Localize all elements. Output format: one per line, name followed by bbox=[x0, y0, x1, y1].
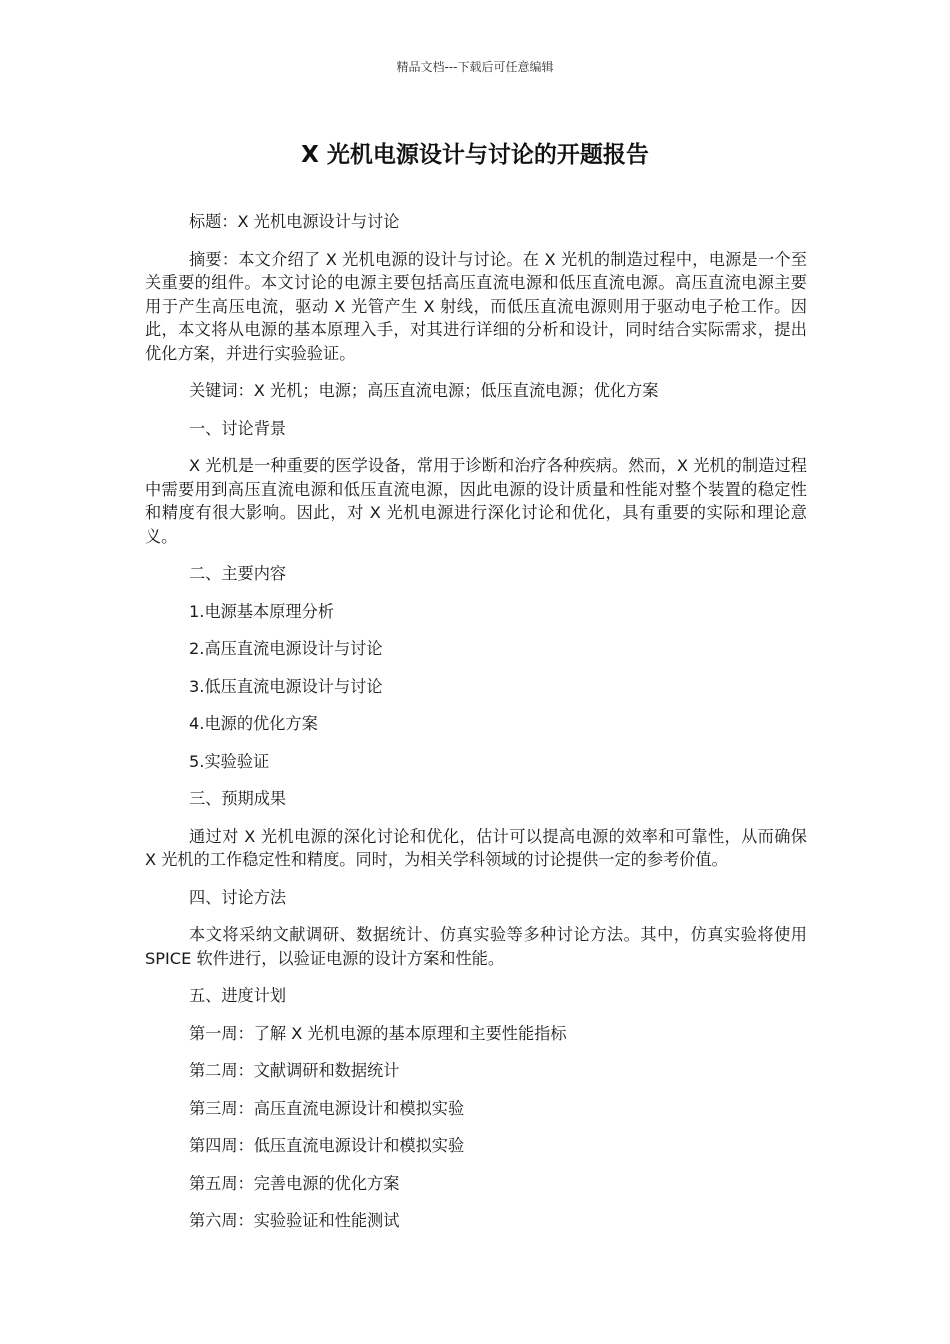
schedule-item: 第五周：完善电源的优化方案 bbox=[189, 1173, 400, 1193]
section-heading-background: 一、讨论背景 bbox=[189, 418, 287, 438]
document-body bbox=[145, 210, 807, 1247]
content-item: 3.低压直流电源设计与讨论 bbox=[189, 676, 383, 696]
header-note: 精品文档---下载后可任意编辑 bbox=[396, 60, 554, 74]
schedule-item: 第六周：实验验证和性能测试 bbox=[189, 1211, 400, 1230]
content-item: 1.电源基本原理分析 bbox=[189, 601, 334, 621]
subject-line: 标题：X 光机电源设计与讨论 bbox=[189, 212, 400, 231]
content-item: 5.实验验证 bbox=[189, 751, 270, 771]
section-heading-methods: 四、讨论方法 bbox=[189, 887, 287, 907]
section-heading-main-content: 二、主要内容 bbox=[189, 564, 287, 583]
keywords-line: 关键词：X 光机；电源；高压直流电源；低压直流电源；优化方案 bbox=[189, 381, 659, 400]
schedule-item: 第三周：高压直流电源设计和模拟实验 bbox=[189, 1098, 465, 1118]
schedule-item: 第二周：文献调研和数据统计 bbox=[189, 1061, 400, 1080]
section-heading-schedule: 五、进度计划 bbox=[189, 986, 287, 1005]
content-item: 2.高压直流电源设计与讨论 bbox=[189, 639, 383, 658]
abstract-paragraph: 摘要：本文介绍了 X 光机电源的设计与讨论。在 X 光机的制造过程中，电源是一个至关重要的组件。本文讨论的电源主要包括高压直流电源和低压直流电源。高压直流电源主要用于产生高压电流，驱动 X 光管产生 X 射线，而低压直流电源则用于驱动电子枪工作。因此，本文将从电源的基本原理入手，对其进行详细的分析和设计，同时结合实际需求，提出优化方案，并进行实验验证。 bbox=[145, 249, 807, 363]
document-title: X 光机电源设计与讨论的开题报告 bbox=[301, 142, 649, 168]
background-paragraph: X 光机是一种重要的医学设备，常用于诊断和治疗各种疾病。然而，X 光机的制造过程中需要用到高压直流电源和低压直流电源，因此电源的设计质量和性能对整个装置的稳定性和精度有很大影响。因此，对 X 光机电源进行深化讨论和优化，具有重要的实际和理论意义。 bbox=[145, 456, 807, 546]
schedule-item: 第四周：低压直流电源设计和模拟实验 bbox=[189, 1136, 465, 1155]
expected-results-paragraph: 通过对 X 光机电源的深化讨论和优化，估计可以提高电源的效率和可靠性，从而确保 X 光机的工作稳定性和精度。同时，为相关学科领域的讨论提供一定的参考价值。 bbox=[145, 826, 807, 869]
content-item: 4.电源的优化方案 bbox=[189, 714, 318, 733]
schedule-item: 第一周：了解 X 光机电源的基本原理和主要性能指标 bbox=[189, 1023, 567, 1043]
section-heading-expected-results: 三、预期成果 bbox=[189, 789, 287, 808]
methods-paragraph: 本文将采纳文献调研、数据统计、仿真实验等多种讨论方法。其中，仿真实验将使用 SPICE 软件进行，以验证电源的设计方案和性能。 bbox=[145, 925, 807, 968]
